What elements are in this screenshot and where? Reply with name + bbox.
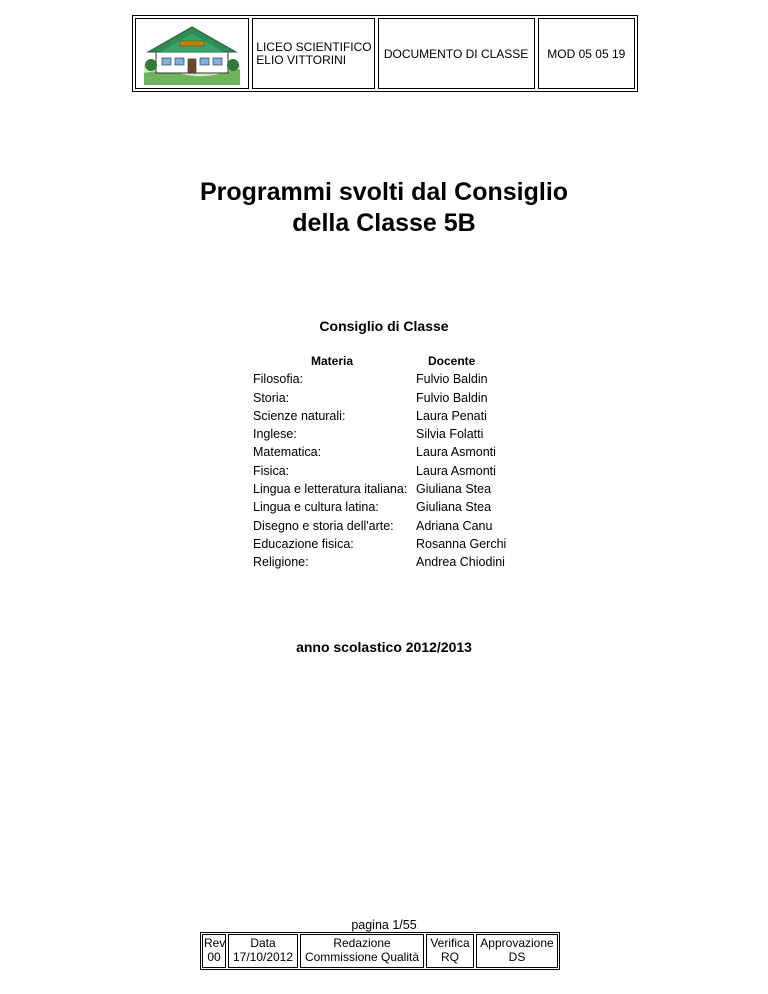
subject-name: Filosofia: — [253, 372, 304, 387]
subject-name: Matematica: — [253, 445, 322, 460]
teachers-table — [253, 352, 546, 572]
redaction-value: Commissione Qualità — [304, 950, 420, 964]
teachers-table-body — [253, 370, 546, 571]
module-code-cell — [538, 18, 635, 89]
title-line1: Programmi svolti dal Consiglio — [199, 178, 569, 206]
teacher-row — [253, 443, 546, 461]
title-line2: della Classe 5B — [292, 209, 476, 237]
teacher-name: Laura Asmonti — [416, 463, 496, 478]
verify-value: RQ — [441, 950, 459, 964]
document-type-cell — [378, 18, 535, 89]
teacher-row — [253, 407, 546, 425]
teacher-name: Laura Asmonti — [416, 445, 496, 460]
subject-name: Religione: — [253, 555, 309, 570]
date-value: 17/10/2012 — [232, 950, 294, 964]
approval-cell — [476, 934, 558, 968]
page-number: pagina 1/55 — [351, 918, 417, 932]
teachers-table-header — [253, 352, 546, 370]
approval-value: DS — [508, 950, 526, 964]
school-building-logo-icon — [142, 21, 242, 87]
document-title — [0, 177, 768, 239]
teacher-name: Fulvio Baldin — [416, 372, 488, 387]
subject-name: Storia: — [253, 390, 290, 405]
teacher-row — [253, 480, 546, 498]
teacher-row — [253, 462, 546, 480]
revision-value: 00 — [207, 950, 221, 964]
subject-name: Scienze naturali: — [253, 408, 346, 423]
redaction-cell — [300, 934, 424, 968]
document-header — [132, 15, 638, 92]
column-header-teacher: Docente — [428, 354, 476, 368]
date-label: Data — [250, 936, 276, 950]
school-name-line2: ELIO VITTORINI — [256, 52, 347, 67]
teacher-name: Rosanna Gerchi — [416, 536, 507, 551]
approval-label: Approvazione — [480, 936, 554, 950]
verify-cell — [426, 934, 474, 968]
teacher-name: Giuliana Stea — [416, 500, 492, 515]
revision-label: Rev — [204, 936, 226, 950]
council-heading: Consiglio di Classe — [319, 318, 449, 334]
school-name-line1: LICEO SCIENTIFICO — [256, 39, 372, 54]
column-header-subject: Materia — [311, 354, 354, 368]
revision-table — [200, 932, 560, 970]
teacher-name: Laura Penati — [416, 408, 487, 423]
revision-cell — [202, 934, 226, 968]
teacher-name: Silvia Folatti — [416, 427, 484, 442]
document-type: DOCUMENTO DI CLASSE — [383, 46, 529, 61]
teacher-name: Giuliana Stea — [416, 482, 492, 497]
teacher-row — [253, 535, 546, 553]
subject-name: Lingua e cultura latina: — [253, 500, 379, 515]
school-name-cell — [252, 18, 374, 89]
teacher-row — [253, 517, 546, 535]
date-cell — [228, 934, 298, 968]
redaction-label: Redazione — [333, 936, 391, 950]
subject-name: Fisica: — [253, 463, 290, 478]
verify-label: Verifica — [430, 936, 470, 950]
teacher-row — [253, 370, 546, 388]
teacher-name: Adriana Canu — [416, 518, 493, 533]
teacher-row — [253, 389, 546, 407]
subject-name: Lingua e letteratura italiana: — [253, 482, 408, 497]
teacher-name: Fulvio Baldin — [416, 390, 488, 405]
teacher-row — [253, 553, 546, 571]
subject-name: Disegno e storia dell'arte: — [253, 518, 394, 533]
school-year: anno scolastico 2012/2013 — [296, 639, 472, 655]
subject-name: Educazione fisica: — [253, 536, 354, 551]
logo-cell — [135, 18, 249, 89]
teacher-name: Andrea Chiodini — [416, 555, 505, 570]
module-code: MOD 05 05 19 — [547, 46, 626, 61]
teacher-row — [253, 425, 546, 443]
teacher-row — [253, 498, 546, 516]
subject-name: Inglese: — [253, 427, 297, 442]
